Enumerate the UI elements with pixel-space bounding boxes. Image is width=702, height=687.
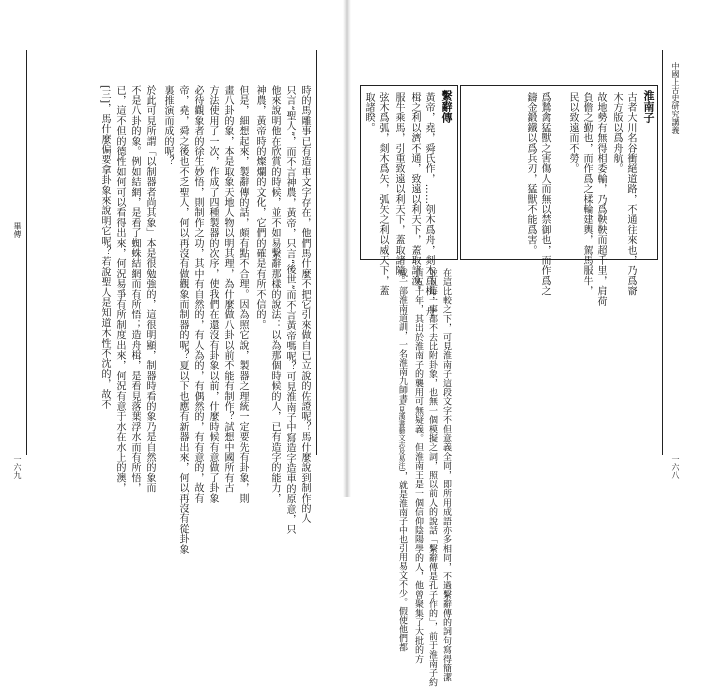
left-column: 他來說明他在欣賞的時候，並不如易繫辭那樣的說法：以為那個時候的人，已有造字的能力， bbox=[269, 85, 280, 504]
comparison-line: 取諸睽。 bbox=[363, 92, 374, 133]
comparison-line: 服牛乘馬，引重致遠以利天下，蓋取諸隨。 bbox=[393, 92, 404, 286]
right-column-text: 成一部淮南道訓，一名淮南九師書 bbox=[397, 268, 407, 403]
comparison-line: 楫之利以濟不通，致遠以利天下，蓋取諸渙。 bbox=[409, 92, 420, 296]
right-column: 在這比較之下，可見淮南子這段文字不但意義全同，即所用成語亦多相同，不過繫辭傳的詞句寫得簡潔 bbox=[441, 268, 451, 682]
left-column: 已，這不但的德性如何可以看得出來，何況易爭有所制度出來，何況有意于水在水上的澳， bbox=[114, 85, 125, 493]
left-column: 裏推演而成的呢？ bbox=[162, 85, 173, 167]
right-page-header: 中國上古史研究講義 bbox=[671, 62, 680, 134]
right-margin-rule bbox=[662, 50, 663, 455]
left-page bbox=[0, 0, 344, 555]
comparison-line: 弦木爲弧，剡木爲矢，弧矢之利以威天下，蓋 bbox=[377, 92, 388, 296]
boxed-line: 民以致遠而不勞。 bbox=[567, 92, 578, 174]
right-column-note: (見漢書藝文志及易注) bbox=[398, 403, 406, 472]
left-column: 畫八卦的象，本是取象天地人物以明其理，為什麼做八卦以前不能有制作？試想中國所有古 bbox=[222, 85, 233, 493]
right-column-text: ，就是淮南子中也引用易文不少。假使他們都 bbox=[397, 471, 407, 652]
left-inner-rule bbox=[316, 50, 317, 455]
left-column: 於此可見所謂「以制器者尚其象」本是很勉強的，這很明顯，制器時看的象乃是自然的象而 bbox=[144, 85, 155, 493]
left-page-number: 一六九 bbox=[13, 455, 22, 479]
boxed-line: 故地勢有無得相委輸，乃爲鞅鞅而超千里，肩荷 bbox=[595, 92, 606, 307]
left-column: [三]，馬什麼偏要拿卦象來說明它呢？若說聖人是知道木性不沈的，故不 bbox=[99, 85, 110, 410]
right-column: 百五十年，其出於淮南子的襲用可無疑義。但淮南王是一個信仰陰陽學的人，他曾聚集了大批的方 bbox=[413, 268, 423, 664]
boxed-passage-title: 淮南子 bbox=[642, 90, 655, 123]
comparison-line: 黃帝，堯，舜氏作，……刳木爲舟，剡木爲楫，舟 bbox=[423, 92, 434, 317]
boxed-line: 鑄金鍛鐵以爲兵刃，猛獸不能爲害。 bbox=[525, 92, 536, 256]
boxed-line: 負儋之勤也，而作爲之楺輪建輿，駕馬服牛， bbox=[581, 92, 592, 296]
left-column: 必待觀象者的徐生妙悟，則制作之功，其中有自然的，有人為的，有偶然的，有有意的，故有 bbox=[192, 85, 203, 504]
left-page-header: 畢傳 bbox=[13, 222, 22, 238]
right-page bbox=[350, 0, 702, 687]
left-column: 時的馬雕事已有造車文字存在，他們馬什麼不把它引來做自已立說的佐證呢？馬什麼說到制作的人 bbox=[299, 85, 310, 524]
comparison-passage-title: 繫辭傳 bbox=[440, 90, 453, 123]
left-column: 神農，黃帝時的燦爛的文化，它們的確是有所不信的。 bbox=[254, 85, 265, 330]
left-column: 但是，細想起來，製辭傳的話，頗有點不合理。因為照它說，製器之理統一定要先有卦象，則 bbox=[237, 85, 248, 504]
left-column: 只言“聖人”，而不言神農，黃帝，只言“後世”而不言黃帝嗎呢？可見淮南子中寫造字造車的原意，只 bbox=[284, 85, 295, 535]
right-column: 並且每一事都不去比附卦象，也無一個模擬之詞，照以前人的說話「繫辭傳是孔子作的」，前于淮南子約 bbox=[427, 268, 437, 687]
right-column bbox=[396, 268, 409, 651]
boxed-line: 古者大川名谷衝絕道路，不通往來也，乃爲窬 bbox=[625, 92, 636, 296]
boxed-line: 木方版以爲舟航。 bbox=[611, 92, 622, 174]
boxed-line: 爲鷙禽猛獸之害傷人而無以禁御也，而作爲之 bbox=[539, 92, 550, 296]
left-margin-rule bbox=[26, 50, 27, 455]
left-column: 帝，堯，舜之後也不乏聖人，何以再沒有做觀象而制器的呢？夏以下也應有新器出來，何以再沒有從卦象 bbox=[177, 85, 188, 555]
right-page-number: 一六八 bbox=[671, 455, 680, 479]
left-column: 方法使用了一次，作成了四種製器的次序，使我們在還沒有卦象以前，什麼時候有意做了卦象 bbox=[207, 85, 218, 504]
left-column: 不是八卦的象。例如結網，是看了蜘蛛結網而有所悟；造舟楫，是看見落葉浮水而有所悟， bbox=[129, 85, 140, 493]
